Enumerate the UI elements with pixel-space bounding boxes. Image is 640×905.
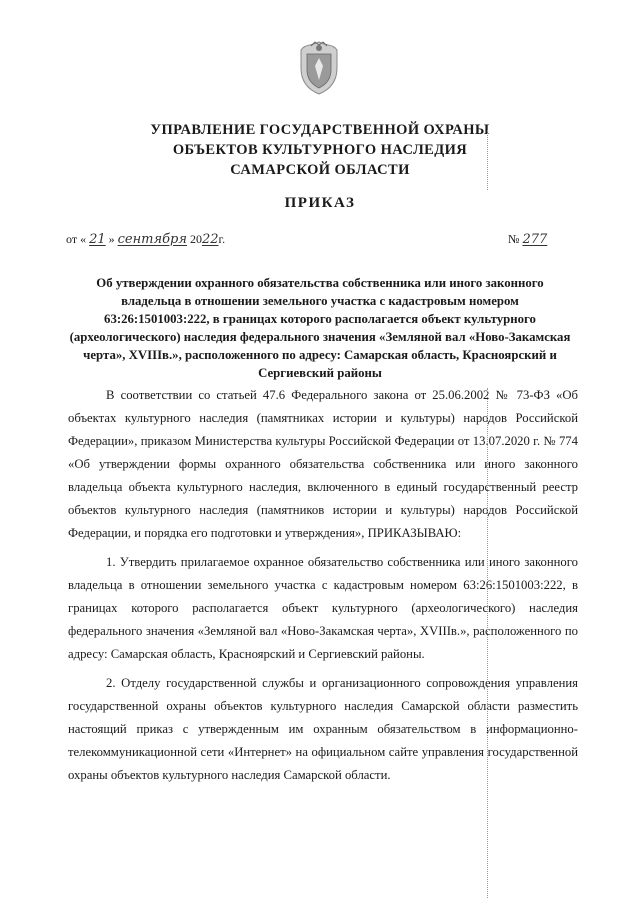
number-prefix: № xyxy=(508,232,520,246)
body-paragraph-item-2: 2. Отделу государственной службы и организационного сопровождения управления государственной охраны объектов культурного наследия Самарской области разместить настоящий приказ с утвержденным им охранным обязательством в информационно-телекоммуникационной сети «Интернет» на официальном сайте управления государственной охраны объектов культурного наследия Самарской области. xyxy=(68,676,578,782)
order-title: Об утверждении охранного обязательства собственника или иного законного владельца в отношении земельного участка с кадастровым номером 63:26:1501003:222, в границах которого располагается объект культурного (археологического) наследия федерального значения «Земляной вал «Ново-Закамская черта», XVIIIв.», расположенного по адресу: Самарская область, Красноярский и Сергиевский районы xyxy=(69,276,571,380)
org-name-line-3: САМАРСКОЙ ОБЛАСТИ xyxy=(230,162,410,178)
order-body xyxy=(68,384,578,793)
document-type-heading: ПРИКАЗ xyxy=(284,195,356,211)
order-date xyxy=(66,232,225,247)
coat-of-arms-icon xyxy=(297,40,341,96)
date-month: сентября xyxy=(117,232,187,247)
body-paragraph-item-1: 1. Утвердить прилагаемое охранное обязательство собственника или иного законного владельца в отношении земельного участка с кадастровым номером 63:26:1501003:222, в границах которого располагается объект культурного (археологического) наследия федерального значения «Земляной вал «Ново-Закамская черта», XVIIIв.», расположенного по адресу: Самарская область, Красноярский и Сергиевский районы. xyxy=(68,555,578,661)
org-name-line-2: ОБЪЕКТОВ КУЛЬТУРНОГО НАСЛЕДИЯ xyxy=(172,142,468,158)
scan-fold-line xyxy=(487,388,488,898)
org-name-line-1: УПРАВЛЕНИЕ ГОСУДАРСТВЕННОЙ ОХРАНЫ xyxy=(150,122,490,138)
number-value: 277 xyxy=(522,232,548,247)
date-day: 21 xyxy=(89,232,106,247)
date-year: 22 xyxy=(201,232,219,247)
date-suffix: г. xyxy=(218,232,226,246)
order-number xyxy=(508,232,547,247)
date-mid: » xyxy=(108,232,115,246)
date-prefix: от « xyxy=(66,232,87,246)
scan-fold-line xyxy=(487,130,488,190)
body-paragraph-preamble: В соответствии со статьей 47.6 Федерального закона от 25.06.2002 № 73-ФЗ «Об объектах культурного наследия (памятниках истории и культуры) народов Российской Федерации», приказом Министерства культуры Российской Федерации от 13.07.2020 г. № 774 «Об утверждении формы охранного обязательства собственника или иного законного владельца объекта культурного наследия, включенного в единый государственный реестр объектов культурного наследия (памятников истории и культуры) народов Российской Федерации, и порядка его подготовки и утверждения», ПРИКАЗЫВАЮ: xyxy=(68,388,578,540)
date-year-prefix: 20 xyxy=(189,232,202,246)
